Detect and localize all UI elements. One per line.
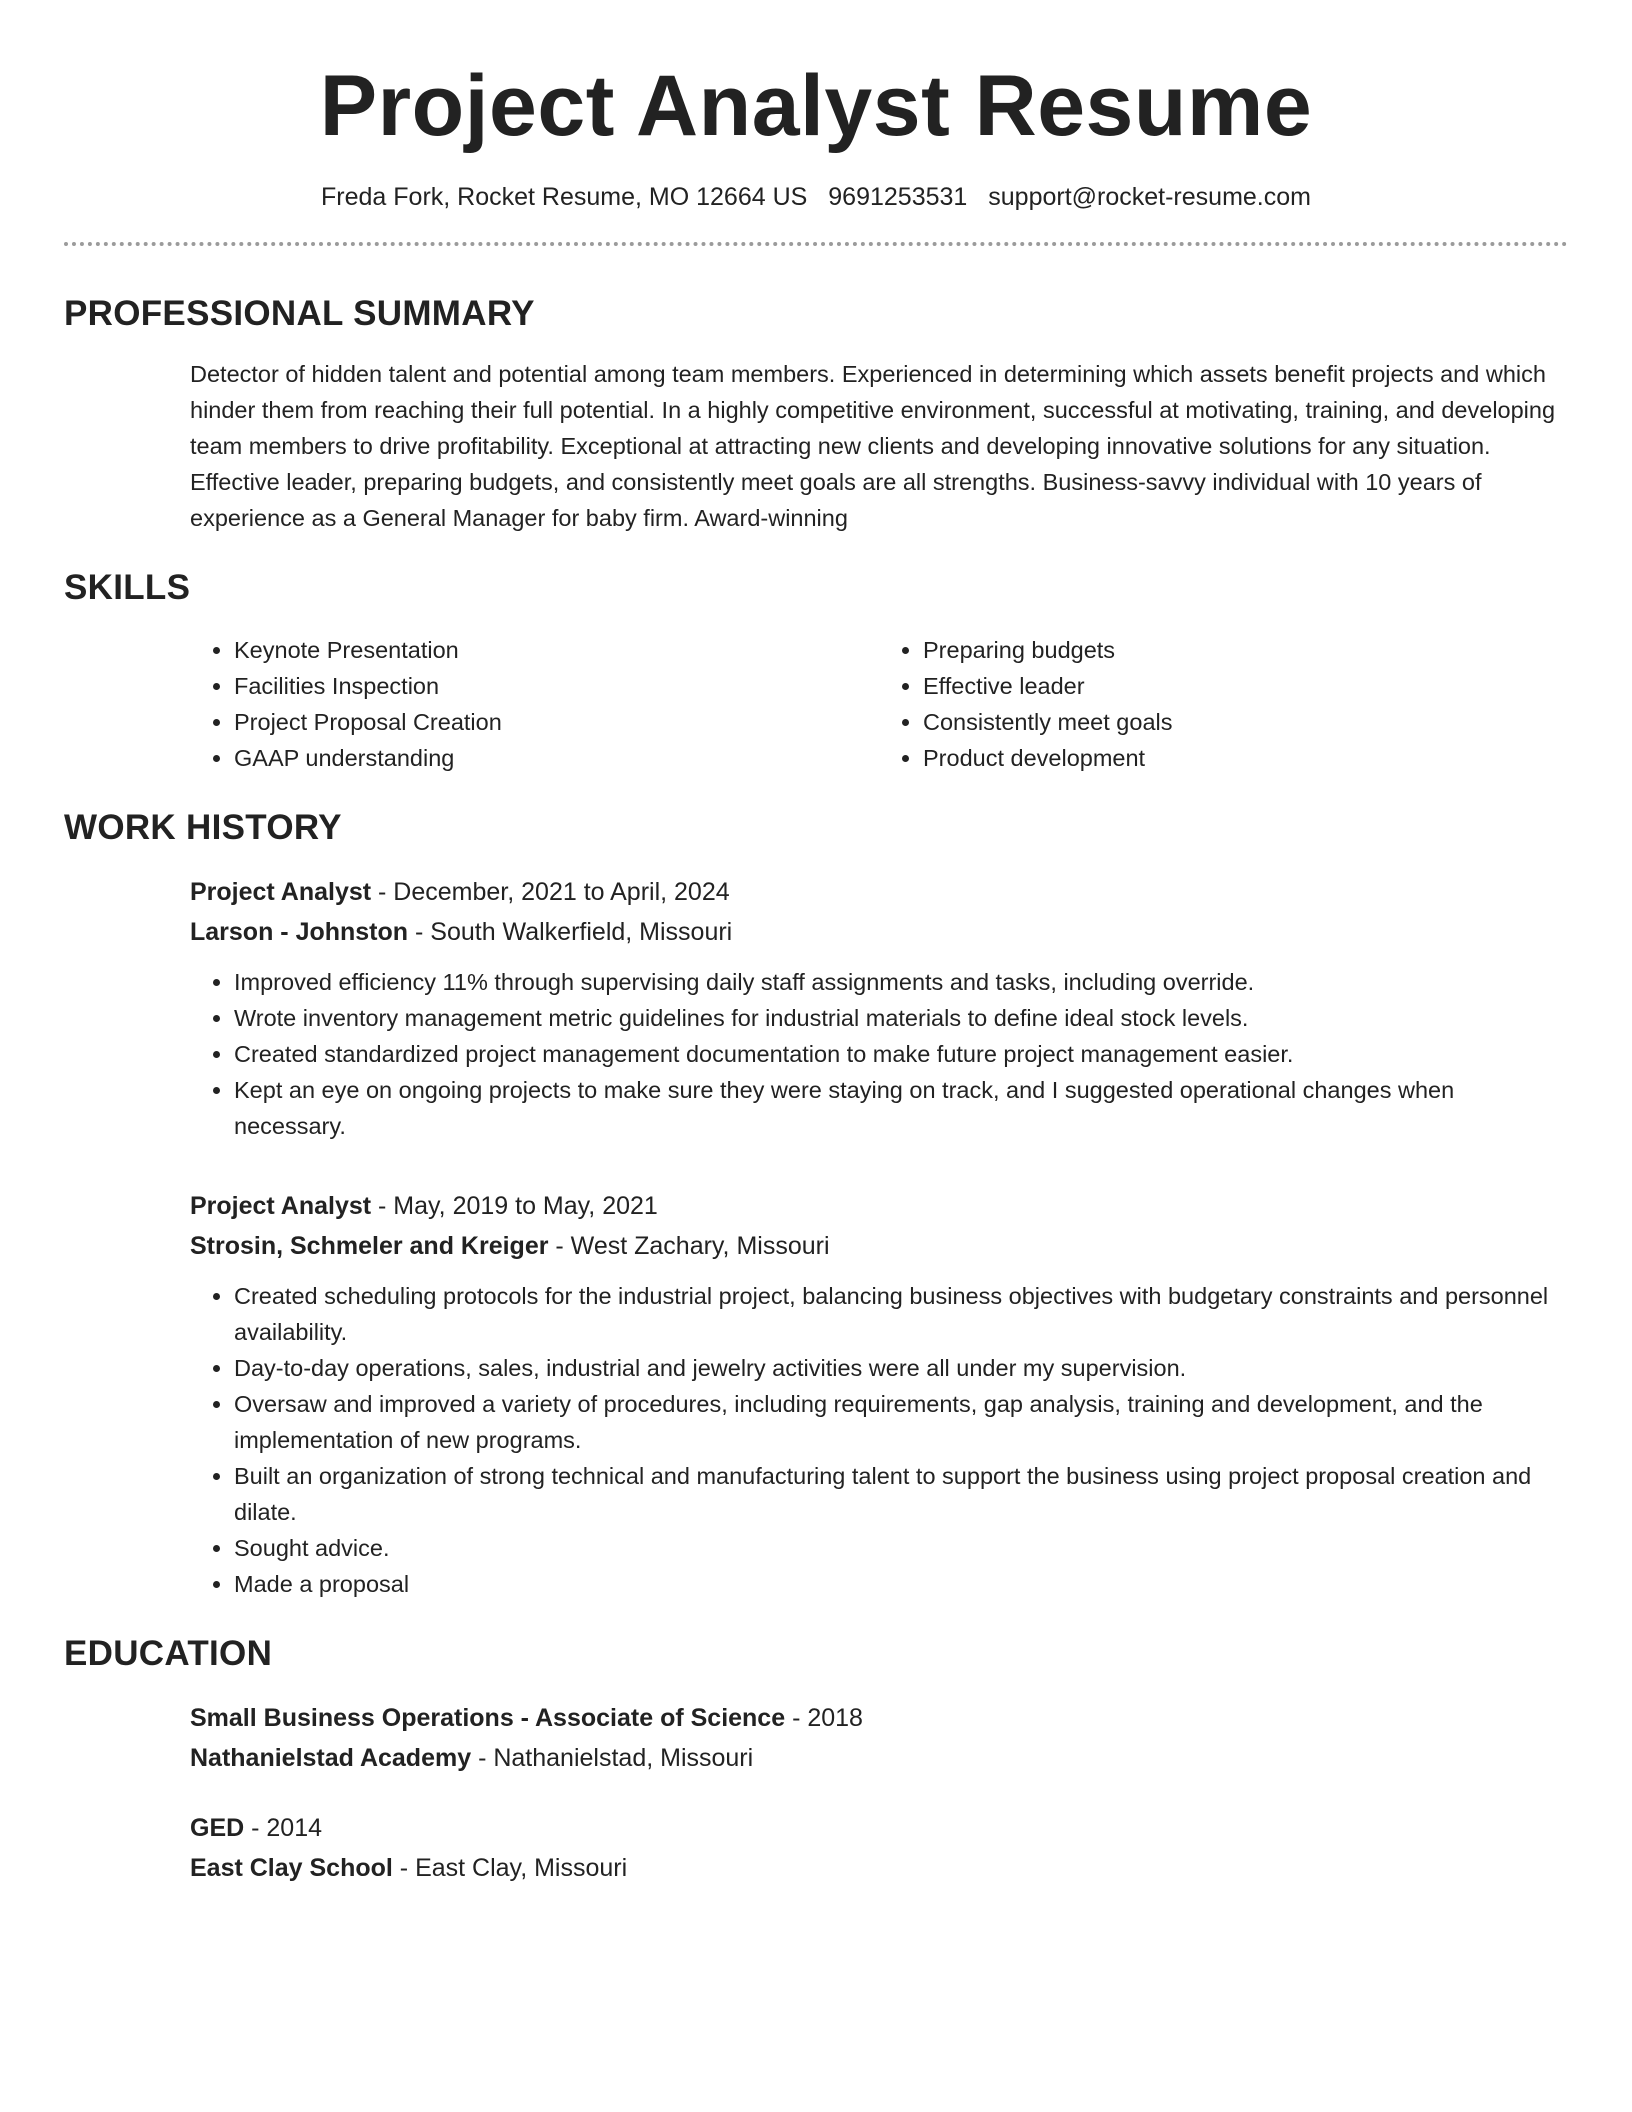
job-bullet: • Made a proposal [234, 1566, 1568, 1602]
skill-item: • Preparing budgets [923, 632, 1568, 668]
skill-item: • Facilities Inspection [234, 668, 879, 704]
skill-item: • Project Proposal Creation [234, 704, 879, 740]
header-divider [64, 242, 1568, 246]
job-company: Larson - Johnston [190, 918, 409, 946]
job-bullet: • Sought advice. [234, 1530, 1568, 1566]
job-company-line [190, 1226, 1568, 1266]
job-bullet: • Built an organization of strong technical and manufacturing talent to support the business using project proposal creation and dilate. [234, 1458, 1568, 1530]
summary-heading: PROFESSIONAL SUMMARY [64, 294, 535, 333]
education-school: Nathanielstad Academy [190, 1744, 472, 1772]
job-bullet: • Improved efficiency 11% through supervising daily staff assignments and tasks, including override. [234, 964, 1568, 1000]
skills-list-right [879, 632, 1568, 776]
skills-section [64, 566, 1568, 776]
summary-section [64, 292, 1568, 536]
education-degree: Small Business Operations - Associate of Science [190, 1704, 786, 1732]
skill-item: • Consistently meet goals [923, 704, 1568, 740]
job-location: - West Zachary, Missouri [548, 1232, 830, 1260]
skill-item: • GAAP understanding [234, 740, 879, 776]
job-bullet: • Oversaw and improved a variety of procedures, including requirements, gap analysis, training and development, and the implementation of new programs. [234, 1386, 1568, 1458]
job-company: Strosin, Schmeler and Kreiger [190, 1232, 549, 1260]
job-entry [190, 1186, 1568, 1602]
job-company-line [190, 912, 1568, 952]
skills-heading: SKILLS [64, 568, 191, 607]
education-degree-line [190, 1808, 1568, 1848]
job-dates: - December, 2021 to April, 2024 [371, 878, 730, 906]
work-history-heading: WORK HISTORY [64, 808, 342, 847]
education-school-line [190, 1848, 1568, 1888]
education-school: East Clay School [190, 1854, 393, 1882]
work-history-section [64, 806, 1568, 1602]
contact-phone: 9691253531 [828, 183, 968, 211]
skill-item: • Keynote Presentation [234, 632, 879, 668]
job-bullet: • Wrote inventory management metric guidelines for industrial materials to define ideal stock levels. [234, 1000, 1568, 1036]
contact-email: support@rocket-resume.com [988, 183, 1311, 211]
education-location: - East Clay, Missouri [392, 1854, 628, 1882]
education-year: - 2014 [244, 1814, 323, 1842]
resume-title: Project Analyst Resume [319, 58, 1313, 154]
contact-address: Freda Fork, Rocket Resume, MO 12664 US [321, 183, 808, 211]
education-degree-line [190, 1698, 1568, 1738]
job-title-line [190, 1186, 1568, 1226]
job-bullets [190, 964, 1568, 1144]
education-school-line [190, 1738, 1568, 1778]
skill-item: • Product development [923, 740, 1568, 776]
education-section [64, 1632, 1568, 1888]
education-year: - 2018 [785, 1704, 863, 1732]
education-entry [190, 1698, 1568, 1778]
job-bullet: • Created standardized project management documentation to make future project management easier. [234, 1036, 1568, 1072]
skill-item: • Effective leader [923, 668, 1568, 704]
job-dates: - May, 2019 to May, 2021 [371, 1192, 658, 1220]
skills-list-left [190, 632, 879, 776]
job-entry [190, 872, 1568, 1144]
education-location: - Nathanielstad, Missouri [471, 1744, 754, 1772]
skills-grid [190, 632, 1568, 776]
summary-text: Detector of hidden talent and potential among team members. Experienced in determining which assets benefit projects and which hinder them from reaching their full potential. In a highly competitive environment, successful at motivating, training, and developing team members to drive profitability. Exceptional at attracting new clients and developing innovative solutions for any situation. Effective leader, preparing budgets, and consistently meet goals are all strengths. Business-savvy individual with 10 years of experience as a General Manager for baby firm. Award-winning [190, 361, 1556, 531]
job-title-line [190, 872, 1568, 912]
job-title: Project Analyst [190, 1192, 372, 1220]
job-location: - South Walkerfield, Missouri [408, 918, 733, 946]
education-entry [190, 1808, 1568, 1888]
education-heading: EDUCATION [64, 1634, 273, 1673]
job-bullet: • Created scheduling protocols for the industrial project, balancing business objectives with budgetary constraints and personnel availability. [234, 1278, 1568, 1350]
job-bullets [190, 1278, 1568, 1602]
job-title: Project Analyst [190, 878, 372, 906]
contact-line [64, 180, 1568, 214]
job-bullet: • Day-to-day operations, sales, industrial and jewelry activities were all under my supervision. [234, 1350, 1568, 1386]
education-degree: GED [190, 1814, 245, 1842]
job-bullet: • Kept an eye on ongoing projects to make sure they were staying on track, and I suggested operational changes when necessary. [234, 1072, 1568, 1144]
